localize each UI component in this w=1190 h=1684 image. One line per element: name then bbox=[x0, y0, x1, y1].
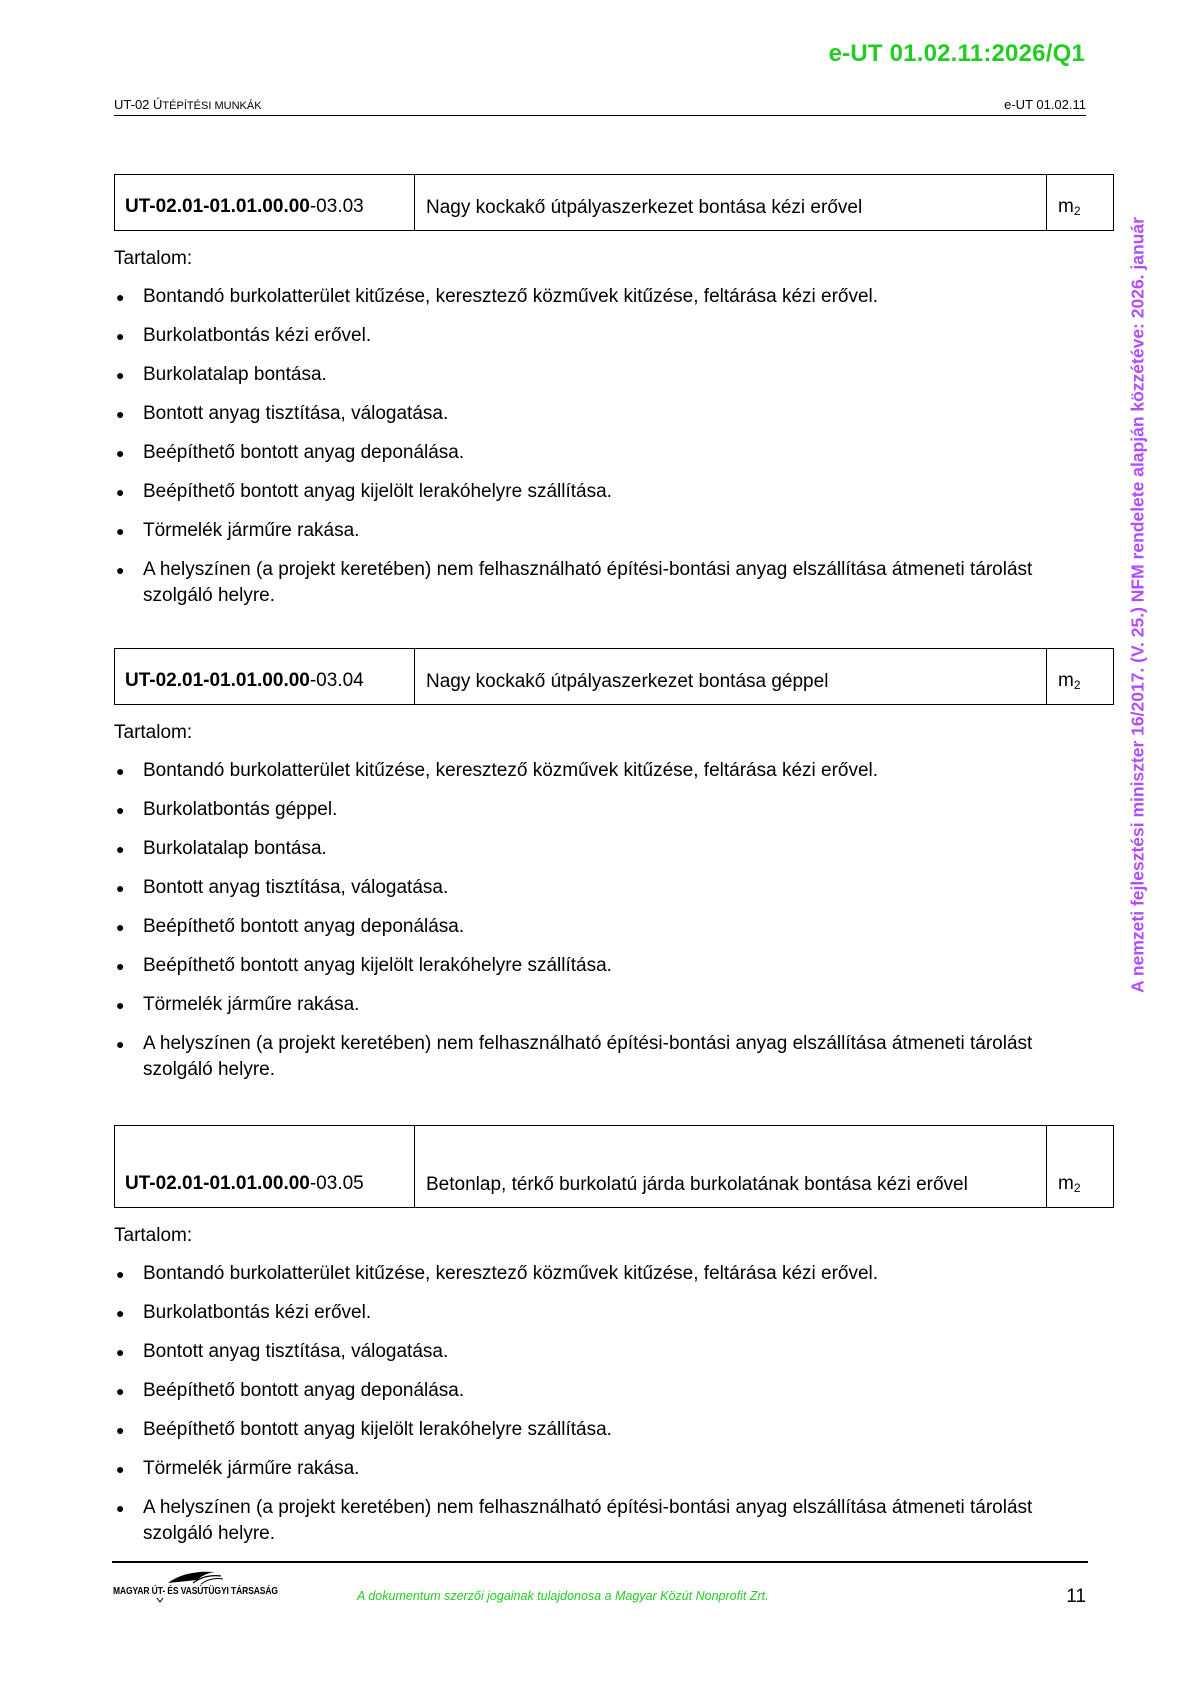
item-code-suffix: -03.03 bbox=[309, 196, 364, 217]
content-list bbox=[114, 284, 1074, 622]
list-item-text: Bontott anyag tisztítása, válogatása. bbox=[143, 1341, 449, 1362]
bullet-icon: ● bbox=[116, 841, 125, 857]
list-item-text: Beépíthető bontott anyag deponálása. bbox=[143, 916, 465, 937]
unit-base: m bbox=[1058, 670, 1074, 691]
content-list bbox=[114, 758, 1074, 1096]
list-item bbox=[114, 953, 1074, 979]
list-item bbox=[114, 1261, 1074, 1287]
unit-base: m bbox=[1058, 196, 1074, 217]
list-item-text: Burkolatalap bontása. bbox=[143, 838, 327, 859]
unit-base: m bbox=[1058, 1173, 1074, 1194]
list-item bbox=[114, 1495, 1074, 1547]
bullet-icon: ● bbox=[116, 1422, 125, 1438]
unit-exponent: 2 bbox=[1073, 1181, 1081, 1195]
bullet-icon: ● bbox=[116, 1383, 125, 1399]
bullet-icon: ● bbox=[116, 802, 125, 818]
list-item-text: Beépíthető bontott anyag deponálása. bbox=[143, 1380, 465, 1401]
list-item bbox=[114, 1456, 1074, 1482]
copyright-notice: A dokumentum szerzői jogainak tulajdonosa a Magyar Közút Nonprofit Zrt. bbox=[357, 1589, 769, 1603]
list-item-text: Bontandó burkolatterület kitűzése, keresztező közművek kitűzése, feltárása kézi erővel. bbox=[143, 760, 879, 781]
bullet-icon: ● bbox=[116, 880, 125, 896]
list-item-text: A helyszínen (a projekt keretében) nem felhasználható építési-bontási anyag elszállítása átmeneti tárolást szolgáló helyre. bbox=[143, 1497, 1033, 1544]
list-item-text: Burkolatalap bontása. bbox=[143, 364, 327, 385]
list-item bbox=[114, 362, 1074, 388]
company-logo bbox=[113, 1568, 278, 1608]
item-header-table bbox=[114, 174, 1114, 231]
list-item bbox=[114, 1417, 1074, 1443]
list-item bbox=[114, 875, 1074, 901]
unit-exponent: 2 bbox=[1073, 678, 1081, 692]
item-header-table bbox=[114, 1125, 1114, 1208]
bullet-icon: ● bbox=[116, 328, 125, 344]
item-code-suffix: -03.05 bbox=[309, 1173, 364, 1194]
list-item bbox=[114, 1339, 1074, 1365]
list-item bbox=[114, 323, 1074, 349]
list-item bbox=[114, 758, 1074, 784]
list-item-text: Beépíthető bontott anyag kijelölt lerakóhelyre szállítása. bbox=[143, 481, 612, 502]
item-description bbox=[415, 175, 1047, 230]
running-header-prefix: UT-02 bbox=[114, 97, 154, 112]
content-label: Tartalom: bbox=[114, 1225, 193, 1246]
list-item-text: Burkolatbontás géppel. bbox=[143, 799, 338, 820]
bullet-icon: ● bbox=[116, 445, 125, 461]
bullet-icon: ● bbox=[116, 919, 125, 935]
item-unit bbox=[1047, 175, 1113, 230]
bullet-icon: ● bbox=[116, 763, 125, 779]
bullet-icon: ● bbox=[116, 1344, 125, 1360]
list-item-text: Beépíthető bontott anyag kijelölt lerakóhelyre szállítása. bbox=[143, 1419, 612, 1440]
item-header-table bbox=[114, 648, 1114, 705]
list-item bbox=[114, 836, 1074, 862]
list-item bbox=[114, 1378, 1074, 1404]
list-item bbox=[114, 914, 1074, 940]
bullet-icon: ● bbox=[116, 289, 125, 305]
running-header-left bbox=[114, 97, 262, 112]
list-item bbox=[114, 557, 1074, 609]
list-item-text: Bontott anyag tisztítása, válogatása. bbox=[143, 877, 449, 898]
bullet-icon: ● bbox=[116, 406, 125, 422]
list-item-text: Burkolatbontás kézi erővel. bbox=[143, 325, 372, 346]
item-unit bbox=[1047, 649, 1113, 704]
bullet-icon: ● bbox=[116, 484, 125, 500]
bullet-icon: ● bbox=[116, 523, 125, 539]
item-description-text: Nagy kockakő útpályaszerkezet bontása kézi erővel bbox=[426, 197, 863, 218]
bullet-icon: ● bbox=[116, 1266, 125, 1282]
list-item bbox=[114, 479, 1074, 505]
list-item bbox=[114, 440, 1074, 466]
bullet-icon: ● bbox=[116, 367, 125, 383]
list-item-text: Törmelék járműre rakása. bbox=[143, 1458, 360, 1479]
list-item bbox=[114, 401, 1074, 427]
list-item-text: Bontandó burkolatterület kitűzése, keresztező közművek kitűzése, feltárása kézi erővel. bbox=[143, 286, 879, 307]
list-item bbox=[114, 1031, 1074, 1083]
item-code bbox=[115, 175, 415, 230]
bullet-icon: ● bbox=[116, 1500, 125, 1516]
list-item-text: A helyszínen (a projekt keretében) nem felhasználható építési-bontási anyag elszállítása átmeneti tárolást szolgáló helyre. bbox=[143, 1033, 1033, 1080]
list-item-text: Törmelék járműre rakása. bbox=[143, 994, 360, 1015]
running-header-title: ÚTÉPÍTÉSI MUNKÁK bbox=[153, 97, 262, 112]
document-code: e-UT 01.02.11:2026/Q1 bbox=[828, 40, 1085, 67]
list-item-text: Bontandó burkolatterület kitűzése, keresztező közművek kitűzése, feltárása kézi erővel. bbox=[143, 1263, 879, 1284]
list-item-text: Beépíthető bontott anyag deponálása. bbox=[143, 442, 465, 463]
list-item-text: A helyszínen (a projekt keretében) nem felhasználható építési-bontási anyag elszállítása átmeneti tárolást szolgáló helyre. bbox=[143, 559, 1033, 606]
page-number: 11 bbox=[1066, 1586, 1086, 1607]
item-description-text: Nagy kockakő útpályaszerkezet bontása géppel bbox=[426, 671, 829, 692]
item-unit bbox=[1047, 1126, 1113, 1207]
item-code-main: UT-02.01-01.01.00.00 bbox=[125, 196, 310, 217]
item-code-main: UT-02.01-01.01.00.00 bbox=[125, 670, 310, 691]
bullet-icon: ● bbox=[116, 958, 125, 974]
list-item bbox=[114, 797, 1074, 823]
content-label: Tartalom: bbox=[114, 248, 193, 269]
bullet-icon: ● bbox=[116, 997, 125, 1013]
bullet-icon: ● bbox=[116, 1305, 125, 1321]
content-list bbox=[114, 1261, 1074, 1560]
list-item-text: Beépíthető bontott anyag kijelölt lerakóhelyre szállítása. bbox=[143, 955, 612, 976]
header-rule bbox=[114, 115, 1086, 116]
list-item-text: Törmelék járműre rakása. bbox=[143, 520, 360, 541]
list-item-text: Bontott anyag tisztítása, válogatása. bbox=[143, 403, 449, 424]
item-code-suffix: -03.04 bbox=[309, 670, 364, 691]
item-description bbox=[415, 649, 1047, 704]
item-description-text: Betonlap, térkő burkolatú járda burkolatának bontása kézi erővel bbox=[426, 1174, 968, 1195]
item-code bbox=[115, 649, 415, 704]
item-description bbox=[415, 1126, 1047, 1207]
unit-exponent: 2 bbox=[1073, 204, 1081, 218]
bullet-icon: ● bbox=[116, 1461, 125, 1477]
footer-rule bbox=[112, 1561, 1088, 1563]
list-item bbox=[114, 1300, 1074, 1326]
bullet-icon: ● bbox=[116, 1036, 125, 1052]
running-header-right: e-UT 01.02.11 bbox=[1004, 97, 1086, 112]
item-code bbox=[115, 1126, 415, 1207]
bullet-icon: ● bbox=[116, 562, 125, 578]
publication-note: A nemzeti fejlesztési miniszter 16/2017. (V. 25.) NFM rendelete alapján közzétéve: 2026. január bbox=[1127, 217, 1148, 993]
list-item bbox=[114, 992, 1074, 1018]
content-label: Tartalom: bbox=[114, 722, 193, 743]
list-item bbox=[114, 284, 1074, 310]
list-item bbox=[114, 518, 1074, 544]
item-code-main: UT-02.01-01.01.00.00 bbox=[125, 1173, 310, 1194]
list-item-text: Burkolatbontás kézi erővel. bbox=[143, 1302, 372, 1323]
logo-text: MAGYAR ÚT- ÉS VASÚTÜGYI TÁRSASÁG bbox=[113, 1585, 278, 1597]
